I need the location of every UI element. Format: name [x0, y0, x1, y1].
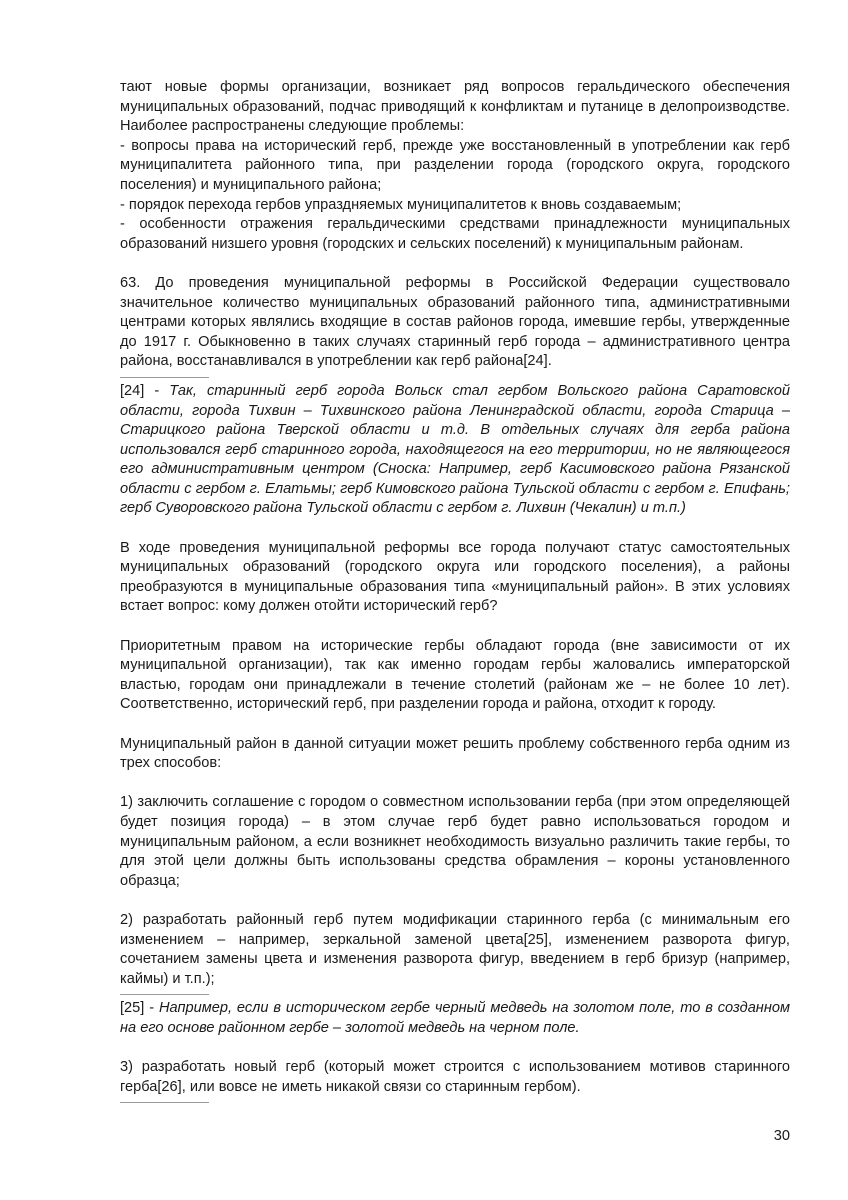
option-3: 3) разработать новый герб (который может строится с использованием мотивов старинного герба[26], или вовсе не иметь никакой связи со старинным гербом). — [120, 1059, 790, 1095]
footnote-24-marker: [24] - — [120, 382, 170, 399]
footnote-25-text: Например, если в историческом гербе черный медведь на золотом поле, то в созданном на его основе районном гербе – золотой медведь на черном поле. — [120, 1000, 790, 1036]
footnote-separator — [120, 377, 209, 378]
problem-item-3: - особенности отражения геральдическими средствами принадлежности муниципальных образований низшего уровня (городских и сельских поселений) к муниципальным районам. — [120, 216, 790, 252]
document-page — [120, 78, 790, 1107]
footnote-separator — [120, 1102, 209, 1103]
paragraph-options: Муниципальный район в данной ситуации может решить проблему собственного герба одним из трех способов: — [120, 735, 790, 772]
footnote-separator — [120, 994, 209, 995]
paragraph-reform: В ходе проведения муниципальной реформы все города получают статус самостоятельных муниципальных образований (городского округа или городского поселения), а районы преобразуются в муниципальные образования типа «муниципальный район». В этих условиях встает вопрос: кому должен отойти исторический герб? — [120, 539, 790, 615]
footnote-25 — [120, 999, 790, 1038]
page-number: 30 — [773, 1128, 790, 1144]
option-2: 2) разработать районный герб путем модификации старинного герба (с минимальным его изменением – например, зеркальной заменой цвета[25], изменением разворота фигур, сочетанием замены цвета и изменения разворота фигур, введением в герб бризур (например, каймы) и т.п.); — [120, 911, 790, 987]
paragraph-63: 63. До проведения муниципальной реформы в Российской Федерации существовало значительное количество муниципальных образований районного типа, административными центрами которых являлись входящие в состав районов города, имевшие гербы, утвержденные до 1917 г. Обыкновенно в таких случаях старинный герб города – административного центра района, восстанавливался в употреблении как герб района[24]. — [120, 274, 790, 370]
intro-paragraph: тают новые формы организации, возникает ряд вопросов геральдического обеспечения муниципальных образований, подчас приводящий к конфликтам и путанице в делопроизводстве. Наиболее распространены следующие проблемы: — [120, 79, 790, 135]
paragraph-priority: Приоритетным правом на исторические гербы обладают города (вне зависимости от их муниципальной организации), так как именно городам гербы жаловались императорской властью, городам они принадлежали в течение столетий (районам же – не более 10 лет). Соответственно, исторический герб, при разделении города и района, отходит к городу. — [120, 637, 790, 713]
footnote-25-marker: [25] - — [120, 1000, 159, 1017]
option-1: 1) заключить соглашение с городом о совместном использовании герба (при этом определяющей будет позиция города) – в этом случае герб будет равно использоваться городом и муниципальным районом, а если возникнет необходимость визуально различить такие гербы, то для этой цели должны быть использованы средства обрамления – короны установленного образца; — [120, 794, 790, 889]
footnote-24-text: Так, старинный герб города Вольск стал гербом Вольского района Саратовской области, города Тихвин – Тихвинского района Ленинградской области, города Старица – Старицкого района Тверской области и т.д. В отдельных случаях для герба района использовался герб старинного города, находящегося на его территории, но не являющегося его административным центром (Сноска: Например, герб Касимовского района Рязанской области с гербом г. Елатьмы; герб Кимовского района Тульской области с гербом г. Епифань; герб Суворовского района Тульской области с гербом г. Лихвин (Чекалин) и т.п.) — [120, 382, 791, 517]
problem-item-2: - порядок перехода гербов упраздняемых муниципалитетов к вновь создаваемым; — [120, 196, 682, 213]
footnote-24 — [120, 382, 790, 519]
problem-item-1: - вопросы права на исторический герб, прежде уже восстановленный в употреблении как герб муниципалитета районного типа, при разделении города (городского округа, городского поселения) и муниципального района; — [120, 137, 790, 193]
